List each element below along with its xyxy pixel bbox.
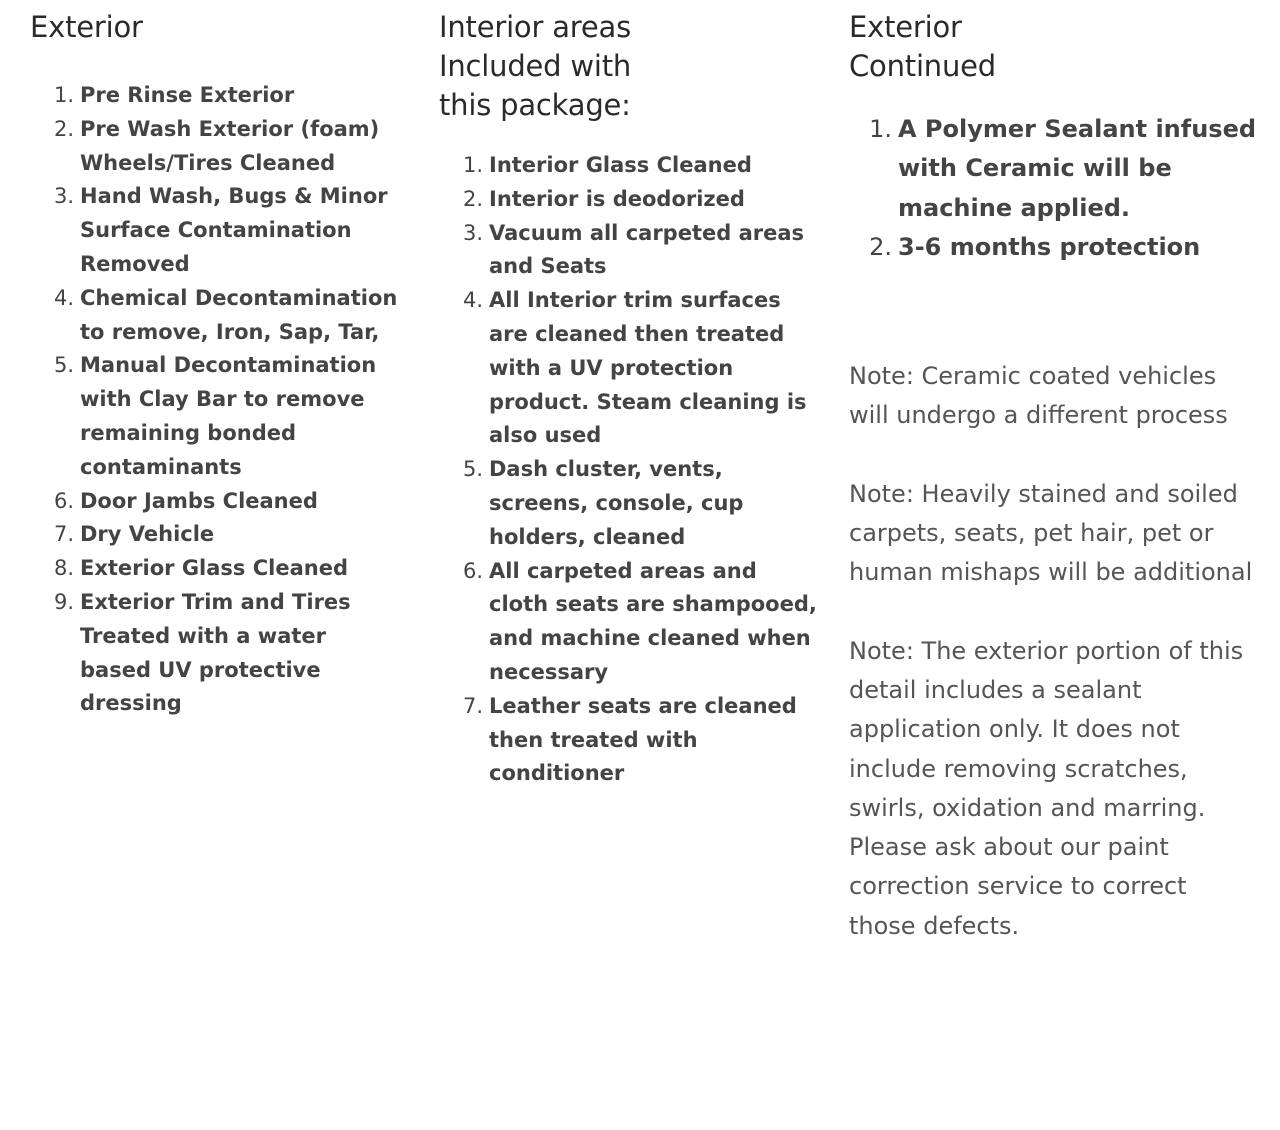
interior-column bbox=[439, 8, 819, 791]
exterior-heading: Exterior bbox=[30, 10, 143, 44]
list-item: 3. Hand Wash, Bugs & Minor Surface Contamination Removed bbox=[53, 184, 388, 276]
list-item: 2. Pre Wash Exterior (foam) Wheels/Tires Cleaned bbox=[53, 116, 380, 175]
exterior-continued-list bbox=[869, 110, 1259, 267]
list-item: 4. All Interior trim surfaces are cleaned then treated with a UV protection product. Steam cleaning is also used bbox=[462, 288, 807, 448]
list-item: 2. Interior is deodorized bbox=[462, 186, 745, 211]
list-item: 3. Vacuum all carpeted areas and Seats bbox=[462, 220, 805, 279]
exterior-steps-list bbox=[53, 79, 400, 721]
interior-heading: Interior areas Included with this package: bbox=[439, 10, 632, 122]
exterior-continued-column bbox=[849, 8, 1259, 946]
list-item: 5. Dash cluster, vents, screens, console, cup holders, cleaned bbox=[462, 457, 744, 549]
list-item: 4. Chemical Decontamination to remove, Iron, Sap, Tar, bbox=[53, 285, 398, 344]
exterior-continued-heading: Exterior Continued bbox=[849, 10, 997, 83]
exterior-column bbox=[30, 8, 400, 721]
interior-steps-list bbox=[462, 149, 819, 791]
list-item: 5. Manual Decontamination with Clay Bar to remove remaining bonded contaminants bbox=[53, 353, 377, 479]
stained-carpets-note: Note: Heavily stained and soiled carpets, seats, pet hair, pet or human mishaps will be additional bbox=[849, 479, 1253, 587]
list-item: 8. Exterior Glass Cleaned bbox=[53, 556, 348, 581]
list-item: 2. 3-6 months protection bbox=[869, 232, 1201, 261]
list-item: 7. Dry Vehicle bbox=[53, 522, 215, 547]
ceramic-coated-note: Note: Ceramic coated vehicles will undergo a different process bbox=[849, 362, 1228, 430]
list-item: 9. Exterior Trim and Tires Treated with a water based UV protective dressing bbox=[53, 589, 351, 716]
sealant-only-note: Note: The exterior portion of this detail includes a sealant application only. It does not include removing scratches, swirls, oxidation and marring. Please ask about our paint correction service to correct those defects. bbox=[849, 636, 1244, 940]
list-item: 1. Interior Glass Cleaned bbox=[462, 153, 752, 177]
list-item: 1. A Polymer Sealant infused with Ceramic will be machine applied. bbox=[869, 115, 1257, 222]
list-item: 6. All carpeted areas and cloth seats are shampooed, and machine cleaned when necessary bbox=[462, 558, 817, 684]
list-item: 6. Door Jambs Cleaned bbox=[53, 488, 318, 513]
list-item: 1. Pre Rinse Exterior bbox=[53, 83, 295, 107]
list-item: 7. Leather seats are cleaned then treated with conditioner bbox=[462, 693, 797, 786]
